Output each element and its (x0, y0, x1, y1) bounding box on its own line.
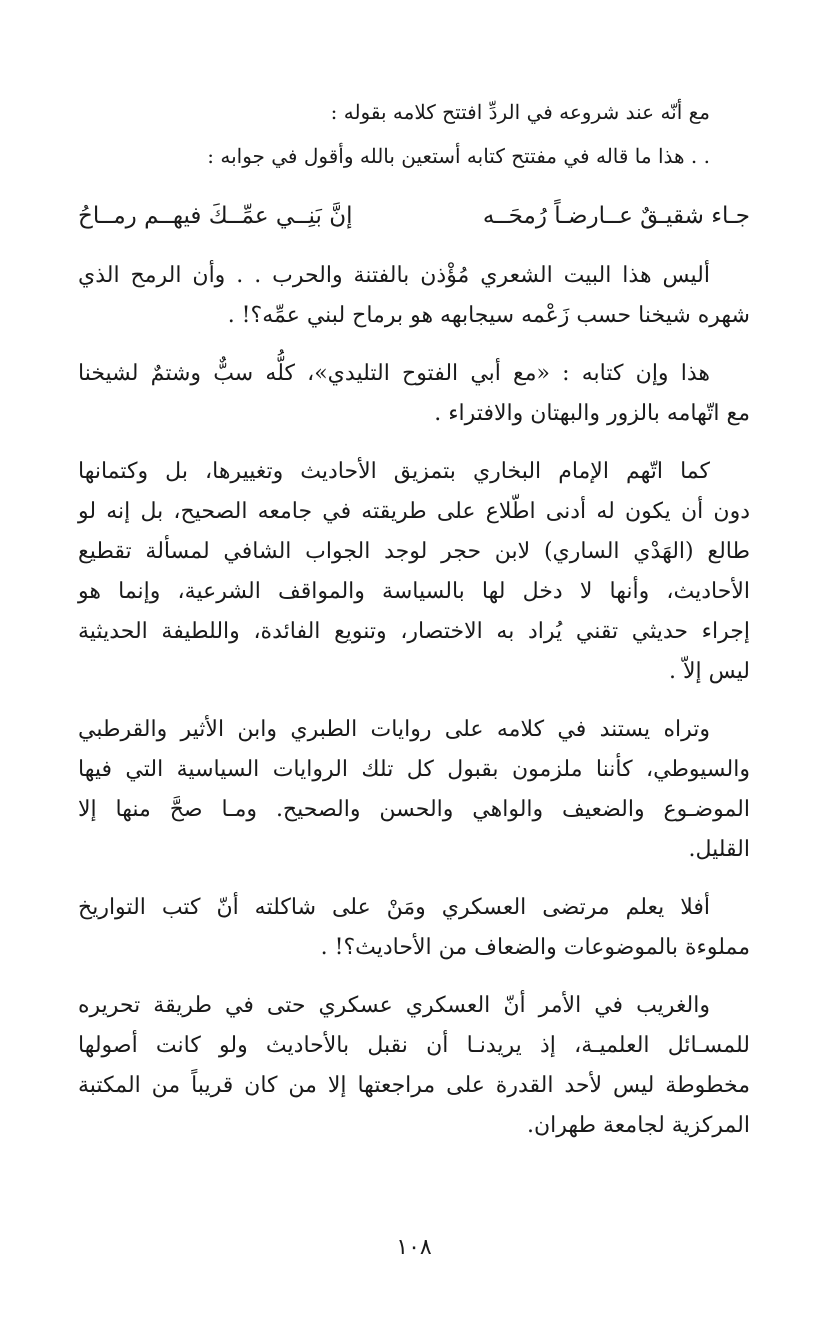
paragraph-line: هذا وإن كتابه : «مع أبي الفتوح التليدي»، كلُّه سبٌّ وشتمٌ لشيخنا (78, 361, 710, 386)
paragraph-line: المركزية لجامعة طهران. (526, 1113, 750, 1138)
paragraph-line: الأحاديث، وأنها لا دخل لها بالسياسة والمواقف الشرعية، وإنما هو (78, 579, 750, 604)
paragraph-line: والغريب في الأمر أنّ العسكري عسكري حتى في طريقة تحريره (78, 993, 710, 1018)
paragraph (78, 354, 750, 434)
verse-second-hemistich: إنَّ بَنِــي عمِّــكَ فيهــم رمــاحُ (78, 203, 353, 229)
paragraph (78, 888, 750, 968)
paragraph-line: كما اتّهم الإمام البخاري بتمزيق الأحاديث وتغييرها، بل وكتمانها (78, 459, 710, 484)
poetry-verse (78, 194, 750, 238)
verse-first-hemistich: جـاء شقيـقٌ عــارضـاً رُمحَــه (482, 203, 750, 229)
paragraph-line: دون أن يكون له أدنى اطّلاع على طريقته في جامعه الصحيح، بل إنه لو (78, 499, 750, 524)
paragraph-line: الموضـوع والضعيف والواهي والحسن والصحيح. ومـا صحَّ منها إلا (78, 797, 750, 822)
paragraph (78, 452, 750, 692)
paragraph (78, 986, 750, 1146)
paragraph-line: شهره شيخنا حسب زَعْمه سيجابهه هو برماح لبني عمِّه؟! . (227, 303, 750, 328)
page-content (78, 92, 750, 1146)
paragraph-line: طالع (الهَدْي الساري) لابن حجر لوجد الجواب الشافي لمسألة تقطيع (78, 539, 750, 564)
paragraph-line: مخطوطة ليس لأحد القدرة على مراجعتها إلا من كان قريباً من المكتبة (78, 1073, 750, 1098)
intro-line: مع أنّه عند شروعه في الردِّ افتتح كلامه بقوله : (330, 100, 710, 124)
paragraph (78, 710, 750, 870)
page-number: ١٠٨ (396, 1235, 432, 1260)
paragraph-line: ليس إلاّ . (668, 659, 750, 684)
paragraph-line: والسيوطي، كأننا ملزمون بقبول كل تلك الروايات السياسية التي فيها (78, 757, 750, 782)
paragraph-line: أليس هذا البيت الشعري مُؤْذن بالفتنة والحرب . . وأن الرمح الذي (78, 263, 710, 288)
paragraph-line: القليل. (688, 837, 750, 862)
intro-line: . . هذا ما قاله في مفتتح كتابه أستعين بالله وأقول في جوابه : (207, 144, 710, 168)
paragraph-line: مع اتّهامه بالزور والبهتان والافتراء . (434, 401, 750, 426)
paragraph-line: للمسـائل العلميـة، إذ يريدنـا أن نقبل بالأحاديث ولو كانت أصولها (78, 1033, 750, 1058)
paragraph-line: إجراء حديثي تقني يُراد به الاختصار، وتنويع الفائدة، واللطيفة الحديثية (78, 619, 750, 644)
paragraph-line: أفلا يعلم مرتضى العسكري ومَنْ على شاكلته أنّ كتب التواريخ (78, 895, 710, 920)
paragraph-line: مملوءة بالموضوعات والضعاف من الأحاديث؟! . (320, 935, 750, 960)
paragraph (78, 256, 750, 336)
paragraph-line: وتراه يستند في كلامه على روايات الطبري وابن الأثير والقرطبي (78, 717, 710, 742)
